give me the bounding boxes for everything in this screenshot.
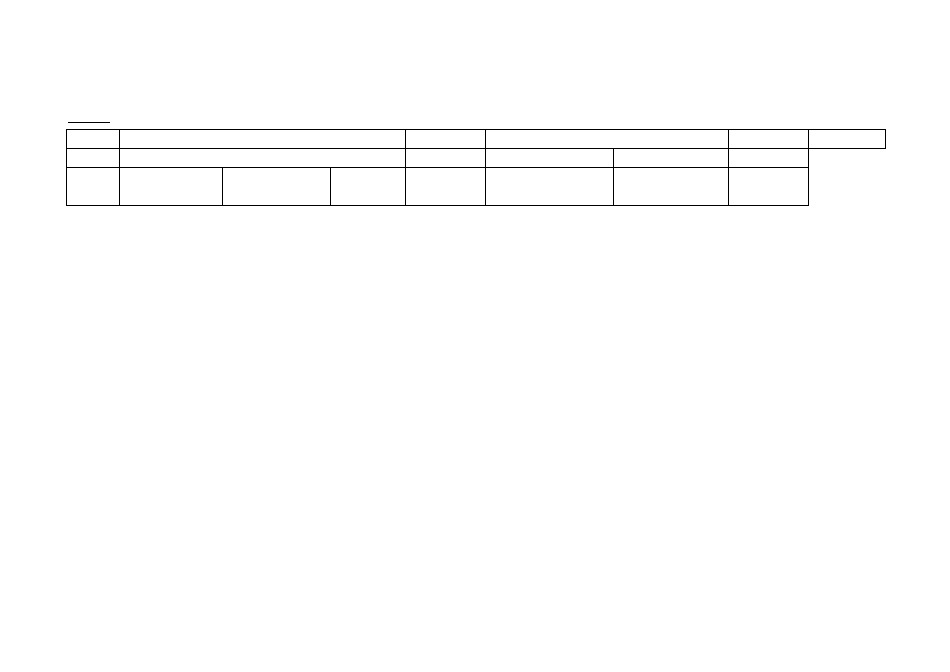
header-blows — [406, 168, 486, 206]
contract-section-line — [68, 112, 110, 126]
header-design-capacity — [614, 168, 729, 206]
project-name-label — [67, 149, 120, 168]
contractor-value — [120, 130, 406, 149]
report-table — [66, 129, 886, 206]
header-actual-capacity — [486, 168, 614, 206]
soil-type-label — [406, 149, 486, 168]
section-number — [68, 122, 110, 123]
signature-line — [0, 597, 950, 613]
info-row-1 — [67, 130, 886, 149]
column-header-row — [67, 168, 886, 206]
report-date-value — [729, 149, 809, 168]
code-label — [729, 130, 809, 149]
contractor-label — [67, 130, 120, 149]
code-value — [809, 130, 886, 149]
supervisor-label — [406, 130, 486, 149]
header-range — [120, 168, 223, 206]
header-depth — [331, 168, 406, 206]
header-no — [67, 168, 120, 206]
info-row-2 — [67, 149, 886, 168]
supervisor-value — [486, 130, 729, 149]
header-fill-height — [729, 168, 809, 206]
soil-type-value — [486, 149, 614, 168]
header-location — [223, 168, 331, 206]
report-date-label — [614, 149, 729, 168]
project-name-value — [120, 149, 406, 168]
